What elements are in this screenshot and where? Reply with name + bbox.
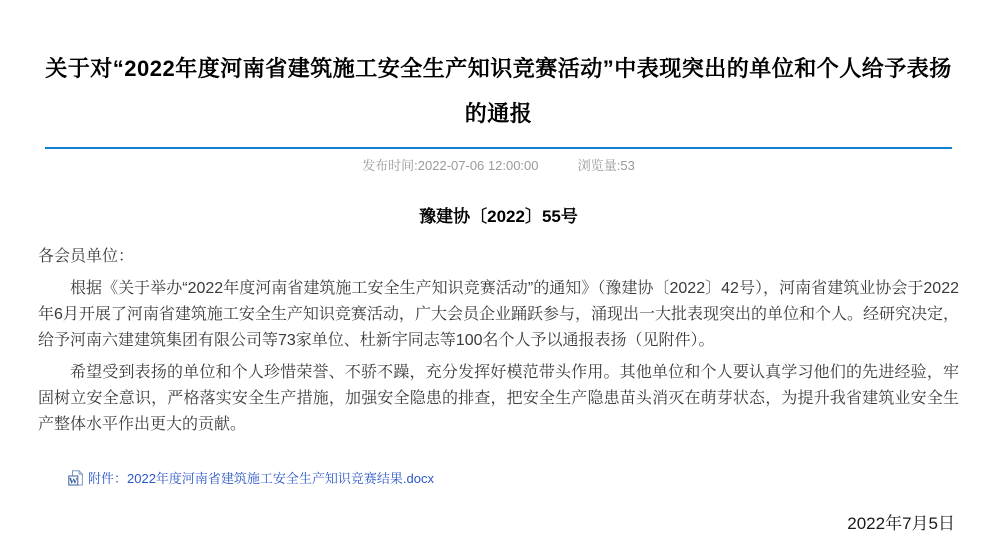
signature-date: 2022年7月5日 (847, 514, 955, 533)
paragraph-2: 希望受到表扬的单位和个人珍惜荣誉、不骄不躁，充分发挥好模范带头作用。其他单位和个人要认真学习他们的先进经验，牢固树立安全意识，严格落实安全生产措施，加强安全隐患的排查，把安全生产隐患苗头消灭在萌芽状态，为提升我省建筑业安全生产整体水平作出更大的贡献。 (38, 364, 959, 433)
views-value: 53 (620, 158, 635, 173)
attachment-row (68, 468, 997, 487)
word-doc-icon (68, 470, 84, 486)
attachment-link[interactable]: 附件：2022年度河南省建筑施工安全生产知识竞赛结果.docx (88, 471, 434, 486)
document-number: 豫建协〔2022〕55号 (419, 207, 578, 226)
page-title: 关于对“2022年度河南省建筑施工安全生产知识竞赛活动”中表现突出的单位和个人给予表扬的通报 (45, 56, 952, 126)
paragraph-1: 根据《关于举办“2022年度河南省建筑施工安全生产知识竞赛活动”的通知》（豫建协〔2022〕42号），河南省建筑业协会于2022年6月开展了河南省建筑施工安全生产知识竞赛活动，广大会员企业踊跃参与，涌现出一大批表现突出的单位和个人。经研究决定，给予河南六建建筑集团有限公司等73家单位、杜新宇同志等100名个人予以通报表扬（见附件）。 (38, 280, 959, 349)
publish-time-label: 发布时间: (362, 158, 418, 173)
publish-time-value: 2022-07-06 12:00:00 (417, 158, 539, 173)
title-divider (45, 147, 952, 149)
svg-text:W: W (69, 474, 78, 485)
meta-bar (0, 156, 997, 176)
salutation: 各会员单位： (38, 248, 135, 265)
views-label: 浏览量: (577, 158, 621, 173)
